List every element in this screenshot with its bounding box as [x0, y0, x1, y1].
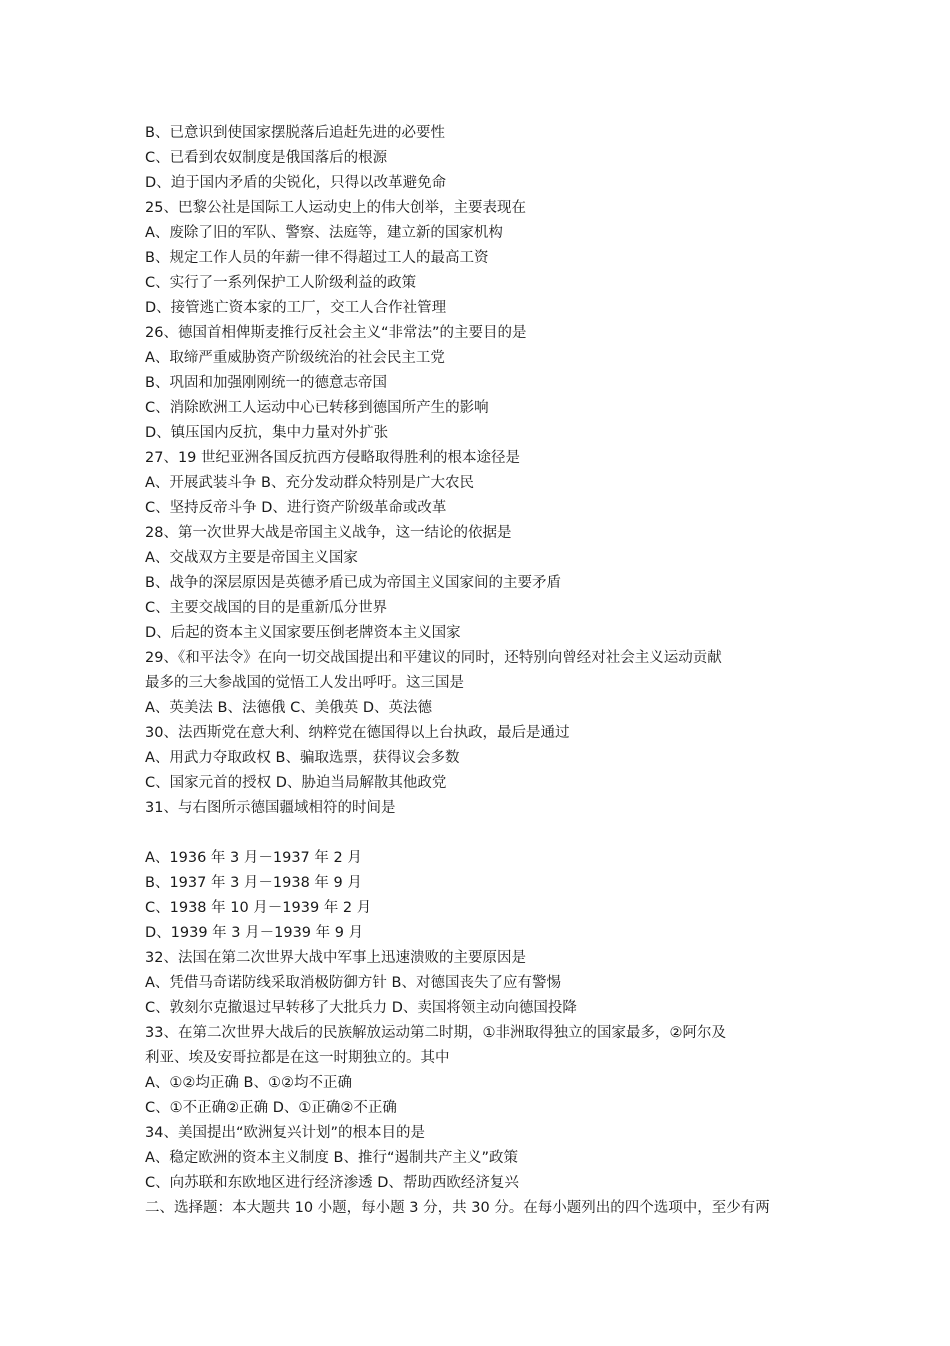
question-34: 34、美国提出“欧洲复兴计划”的根本目的是: [145, 1125, 425, 1141]
option-line: B、巩固和加强刚刚统一的德意志帝国: [145, 375, 387, 391]
option-line: B、已意识到使国家摆脱落后追赶先进的必要性: [145, 125, 445, 141]
option-line: A、英美法 B、法德俄 C、美俄英 D、英法德: [145, 700, 432, 716]
question-27: 27、19 世纪亚洲各国反抗西方侵略取得胜利的根本途径是: [145, 450, 521, 466]
option-line: D、镇压国内反抗，集中力量对外扩张: [145, 425, 389, 441]
option-line: A、①②均正确 B、①②均不正确: [145, 1075, 352, 1091]
option-line: A、开展武装斗争 B、充分发动群众特别是广大农民: [145, 475, 474, 491]
question-31: 31、与右图所示德国疆域相符的时间是: [145, 800, 396, 816]
option-line: D、后起的资本主义国家要压倒老牌资本主义国家: [145, 625, 461, 641]
section-heading: 二、选择题：本大题共 10 小题，每小题 3 分，共 30 分。在每小题列出的四个选项中，至少有两: [145, 1200, 770, 1216]
question-29: 29、《和平法令》在向一切交战国提出和平建议的同时，还特别向曾经对社会主义运动贡献: [145, 650, 722, 666]
question-33-continued: 利亚、埃及安哥拉都是在这一时期独立的。其中: [145, 1050, 450, 1066]
option-line: C、敦刻尔克撤退过早转移了大批兵力 D、卖国将领主动向德国投降: [145, 1000, 577, 1016]
option-line: C、消除欧洲工人运动中心已转移到德国所产生的影响: [145, 400, 489, 416]
blank-line: [145, 821, 825, 846]
option-line: B、规定工作人员的年薪一律不得超过工人的最高工资: [145, 250, 489, 266]
option-line: C、①不正确②正确 D、①正确②不正确: [145, 1100, 397, 1116]
option-line: A、1936 年 3 月－1937 年 2 月: [145, 850, 362, 866]
option-line: C、已看到农奴制度是俄国落后的根源: [145, 150, 388, 166]
option-line: C、1938 年 10 月－1939 年 2 月: [145, 900, 372, 916]
option-line: D、接管逃亡资本家的工厂，交工人合作社管理: [145, 300, 447, 316]
question-25: 25、巴黎公社是国际工人运动史上的伟大创举，主要表现在: [145, 200, 526, 216]
option-line: B、战争的深层原因是英德矛盾已成为帝国主义国家间的主要矛盾: [145, 575, 561, 591]
option-line: A、用武力夺取政权 B、骗取选票，获得议会多数: [145, 750, 460, 766]
question-33: 33、在第二次世界大战后的民族解放运动第二时期，①非洲取得独立的国家最多，②阿尔及: [145, 1025, 726, 1041]
question-28: 28、第一次世界大战是帝国主义战争，这一结论的依据是: [145, 525, 512, 541]
option-line: A、交战双方主要是帝国主义国家: [145, 550, 358, 566]
option-line: C、主要交战国的目的是重新瓜分世界: [145, 600, 388, 616]
option-line: C、向苏联和东欧地区进行经济渗透 D、帮助西欧经济复兴: [145, 1175, 519, 1191]
option-line: C、国家元首的授权 D、胁迫当局解散其他政党: [145, 775, 447, 791]
option-line: D、1939 年 3 月－1939 年 9 月: [145, 925, 364, 941]
question-32: 32、法国在第二次世界大战中军事上迅速溃败的主要原因是: [145, 950, 526, 966]
option-line: A、取缔严重威胁资产阶级统治的社会民主工党: [145, 350, 445, 366]
option-line: B、1937 年 3 月－1938 年 9 月: [145, 875, 362, 891]
question-26: 26、德国首相俾斯麦推行反社会主义“非常法”的主要目的是: [145, 325, 527, 341]
question-30: 30、法西斯党在意大利、纳粹党在德国得以上台执政，最后是通过: [145, 725, 570, 741]
question-29-continued: 最多的三大参战国的觉悟工人发出呼吁。这三国是: [145, 675, 464, 691]
option-line: A、稳定欧洲的资本主义制度 B、推行“遏制共产主义”政策: [145, 1150, 518, 1166]
option-line: D、迫于国内矛盾的尖锐化，只得以改革避免命: [145, 175, 447, 191]
document-page: [145, 121, 825, 1221]
option-line: A、凭借马奇诺防线采取消极防御方针 B、对德国丧失了应有警惕: [145, 975, 561, 991]
option-line: C、实行了一系列保护工人阶级利益的政策: [145, 275, 417, 291]
option-line: C、坚持反帝斗争 D、进行资产阶级革命或改革: [145, 500, 447, 516]
option-line: A、废除了旧的军队、警察、法庭等，建立新的国家机构: [145, 225, 503, 241]
